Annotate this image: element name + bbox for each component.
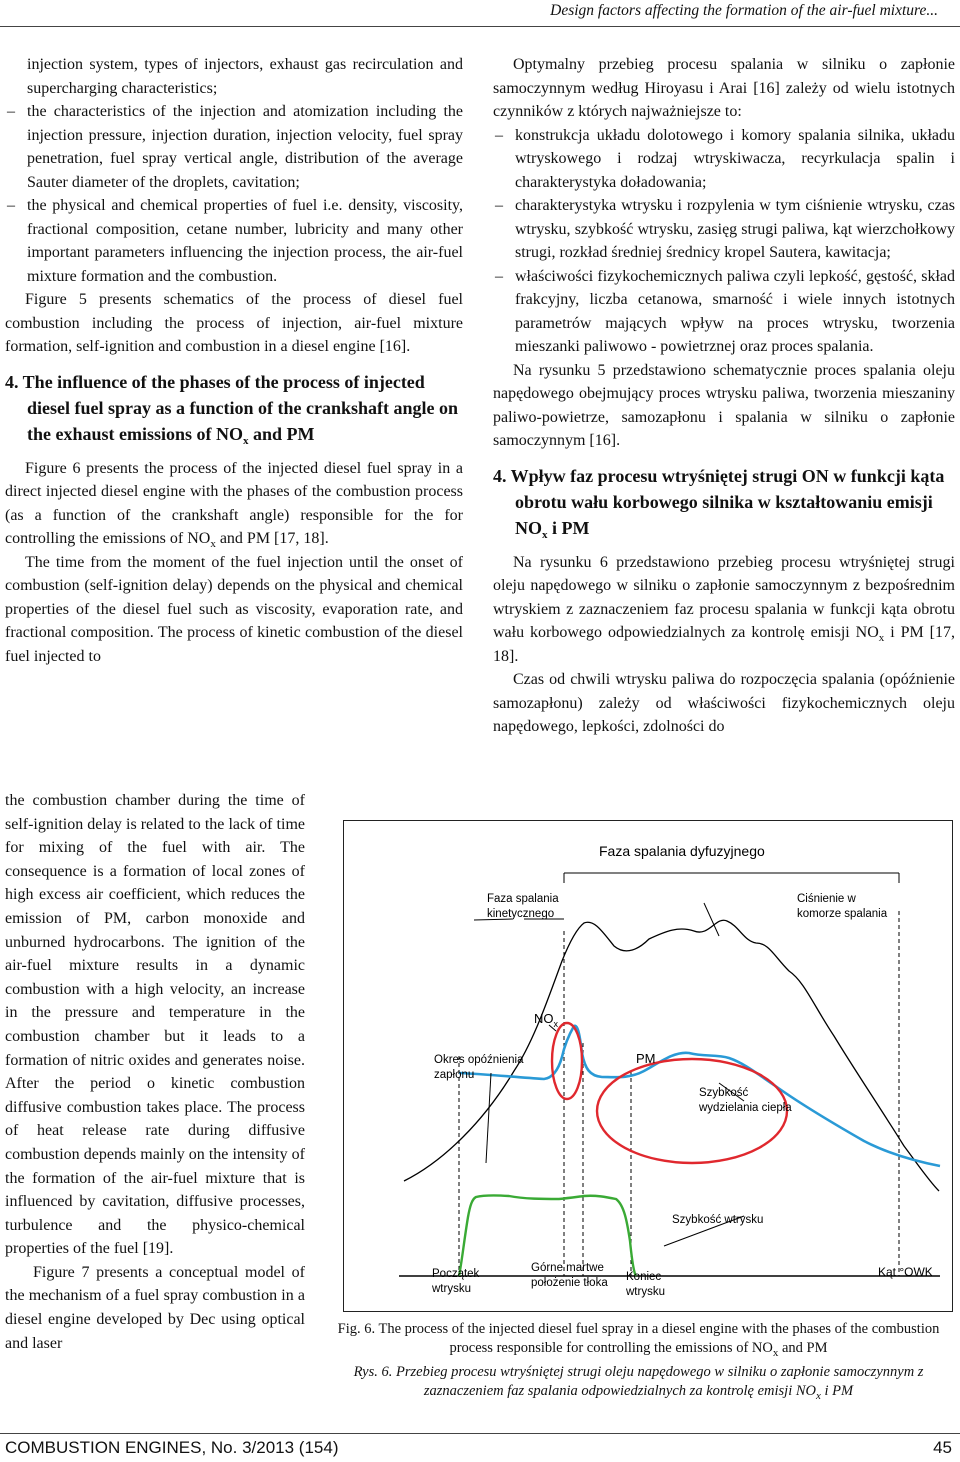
- right-bullet-list: [493, 124, 955, 359]
- tdc-label-1: Górne martwe: [531, 1262, 604, 1274]
- pressure-label-2: komorze spalania: [797, 908, 888, 920]
- delay-pointer: [486, 1073, 491, 1163]
- heading-subscript: x: [542, 528, 548, 541]
- paragraph-time-cont: the combustion chamber during the time of self-ignition delay is related to the lack of time for mixing of the fuel with air. The consequence is a formation of local zones of high excess air coefficient, which reduces the emission of PM, carbon monoxide and unburned hydrocarbons. The ignition of the air-fuel mixture results in a dynamic combustion with a high velocity, an increase in the pressure and temperature in the combustion chamber but it leads to a formation of nitric oxides and generates noise. After the period o kinetic combustion diffusive combustion takes place. The process of heat release rate during diffusive combustion depends mainly on the intensity of the formation of the air-fuel mixture that is influenced by cavitation, diffusive processes, turbulence and the physico-chemical properties of the fuel [19].: [5, 792, 305, 1258]
- nox-label-main: NO: [534, 1011, 554, 1026]
- figure-6: [343, 820, 953, 1312]
- end-injection-label-1: Koniec: [626, 1271, 662, 1283]
- running-header: Design factors affecting the formation of the air-fuel mixture...: [550, 2, 938, 19]
- section-heading-pl: [493, 463, 955, 541]
- header-divider: [0, 26, 960, 27]
- pressure-label-1: Ciśnienie w: [797, 893, 856, 905]
- kinetic-phase-label-2: kinetycznego: [487, 908, 555, 920]
- caption-subscript: x: [816, 1390, 821, 1402]
- caption-text-end: i PM: [820, 1383, 854, 1399]
- caption-subscript: x: [772, 1347, 779, 1359]
- start-injection-label-1: Początek: [432, 1268, 480, 1280]
- para-subscript: x: [878, 632, 885, 644]
- paragraph-fig7: Figure 7 presents a conceptual model of the mechanism of a fuel spray combustion in a diesel engine developed by Dec using optical and laser: [5, 1263, 305, 1352]
- heat-label-2: wydzielania ciepła: [699, 1102, 792, 1114]
- right-column: [493, 53, 955, 739]
- figure-6-diagram: [344, 821, 952, 1311]
- para-subscript: x: [210, 538, 216, 550]
- list-item: – charakterystyka wtrysku i rozpylenia w tym ciśnienie wtrysku, czas wtrysku, szybkość wtrysku, zasięg strugi paliwa, kąt wierzchołkowy strugi, rozkład średniej średnicy kropel Sautera, kawitacja;: [493, 194, 955, 265]
- bullet-continuation: injection system, types of injectors, exhaust gas recirculation and supercharging characteristics;: [27, 56, 463, 97]
- left-column: [5, 53, 463, 668]
- paragraph-rys5: Na rysunku 5 przedstawiono schematycznie proces spalania oleju napędowego obejmujący proces wtrysku paliwa, tworzenia mieszaniny paliwo-powietrze, samozapłonu i spalania w silniku o zapłonie samoczynnym [16].: [493, 361, 955, 449]
- paragraph-fig6: [5, 457, 463, 551]
- heading-text: 4. The influence of the phases of the process of injected diesel fuel spray as a function of the crankshaft angle on the exhaust emissions of NO: [5, 371, 459, 444]
- left-bullet-list: [5, 100, 463, 288]
- paragraph-rys6: [493, 551, 955, 669]
- paragraph-fig5: Figure 5 presents schematics of the process of diesel fuel combustion including the process of injection, air-fuel mixture formation, self-ignition and combustion in a diesel engine [16].: [5, 291, 463, 355]
- heading-subscript: x: [243, 434, 249, 447]
- list-item: – the physical and chemical properties of fuel i.e. density, viscosity, fractional composition, cetane number, lubricity and many other important parameters influencing the injection process, the air-fuel mixture formation and the combustion.: [5, 194, 463, 288]
- start-injection-label-2: wtrysku: [432, 1283, 471, 1295]
- end-injection-label-2: wtrysku: [626, 1286, 665, 1298]
- list-item: – właściwości fizykochemicznych paliwa czyli lepkość, gęstość, skład frakcyjny, liczba cetanowa, smarność i wiele innych istotnych parametrów mających wpływ na proces wtrysku, tworzenia mieszanki paliwowo - powietrznej oraz proces spalania.: [493, 265, 955, 359]
- nox-label-sub: x: [553, 1019, 558, 1029]
- caption-text: Rys. 6. Przebieg procesu wtryśniętej strugi oleju napędowego w silniku o zapłonie samoczynnym z zaznaczeniem faz spalania odpowiedzialnych za kontrolę emisji NO: [353, 1364, 924, 1399]
- paragraph-pl-1: Optymalny przebieg procesu spalania w silniku o zapłonie samoczynnym według Hiroyasu i Arai [16] zależy od wielu istotnych czynników z których najważniejsze to:: [493, 56, 955, 120]
- paragraph-time: The time from the moment of the fuel injection until the onset of combustion (self-ignition delay) depends on the physical and chemical properties of the diesel fuel such as viscosity, evaporation rate, and fractional composition. The process of kinetic combustion of the diesel fuel injected to: [5, 553, 463, 665]
- caption-text-end: and PM: [778, 1340, 828, 1356]
- section-heading: [5, 369, 463, 447]
- delay-label-1: Okres opóźnienia: [434, 1054, 524, 1066]
- pm-label: PM: [636, 1051, 656, 1066]
- heading-text: 4. Wpływ faz procesu wtryśniętej strugi ON w funkcji kąta obrotu wału korbowego silnika w kształtowaniu emisji NO: [493, 465, 945, 538]
- list-item: – the characteristics of the injection and atomization including the injection pressure, injection duration, injection velocity, fuel spray penetration, fuel spray vertical angle, distribution of the average Sauter diameter of the droplets, cavitation;: [5, 100, 463, 194]
- page-number: 45: [933, 1438, 952, 1457]
- journal-footer: COMBUSTION ENGINES, No. 3/2013 (154): [5, 1438, 339, 1457]
- para-text-end: i PM [17, 18].: [493, 624, 956, 665]
- figure-caption-en: [331, 1320, 946, 1358]
- axis-label: Kąt °OWK: [878, 1265, 933, 1279]
- kinetic-phase-label-1: Faza spalania: [487, 893, 559, 905]
- delay-label-2: zapłonu: [434, 1069, 475, 1081]
- heat-label-1: Szybkość: [699, 1087, 749, 1099]
- para-text: Figure 6 presents the process of the injected diesel fuel spray in a direct injected diesel engine with the phases of the combustion process (as a function of the crankshaft angle) responsible for the for controlling the emissions of NO: [5, 459, 463, 547]
- para-text-end: and PM [17, 18].: [215, 530, 329, 547]
- tdc-label-2: położenie tłoka: [531, 1277, 608, 1289]
- heading-text-end: i PM: [547, 517, 590, 538]
- footer-divider: [0, 1433, 960, 1434]
- caption-text: Fig. 6. The process of the injected diesel fuel spray in a diesel engine with the phases of the combustion process responsible for controlling the emissions of NO: [337, 1321, 940, 1356]
- pressure-pointer: [704, 903, 719, 936]
- injection-rate-label: Szybkość wtrysku: [672, 1214, 764, 1226]
- heading-text-end: and PM: [248, 423, 315, 444]
- nox-marker-ellipse: [552, 1023, 582, 1099]
- para-text: Na rysunku 6 przedstawiono przebieg procesu wtryśniętej strugi oleju napędowego w silniku o zapłonie samoczynnym z bezpośrednim wtryskiem z zaznaczeniem faz procesu spalania w funkcji kąta obrotu wału korbowego odpowiedzialnych za kontrolę emisji NO: [493, 553, 955, 641]
- left-column-wrap: [5, 789, 305, 1355]
- figure-caption-pl: [331, 1363, 946, 1401]
- list-item: – konstrukcja układu dolotowego i komory spalania silnika, układu wtryskowego i rodzaj wtryskiwacza, recyrkulacja spalin i charakterystyka doładowania;: [493, 124, 955, 195]
- diffusive-phase-label: Faza spalania dyfuzyjnego: [599, 843, 765, 859]
- paragraph-czas: Czas od chwili wtrysku paliwa do rozpoczęcia spalania (opóźnienie samozapłonu) zależy od właściwości fizykochemicznych oleju napędowego, lepkości, zdolności do: [493, 671, 955, 735]
